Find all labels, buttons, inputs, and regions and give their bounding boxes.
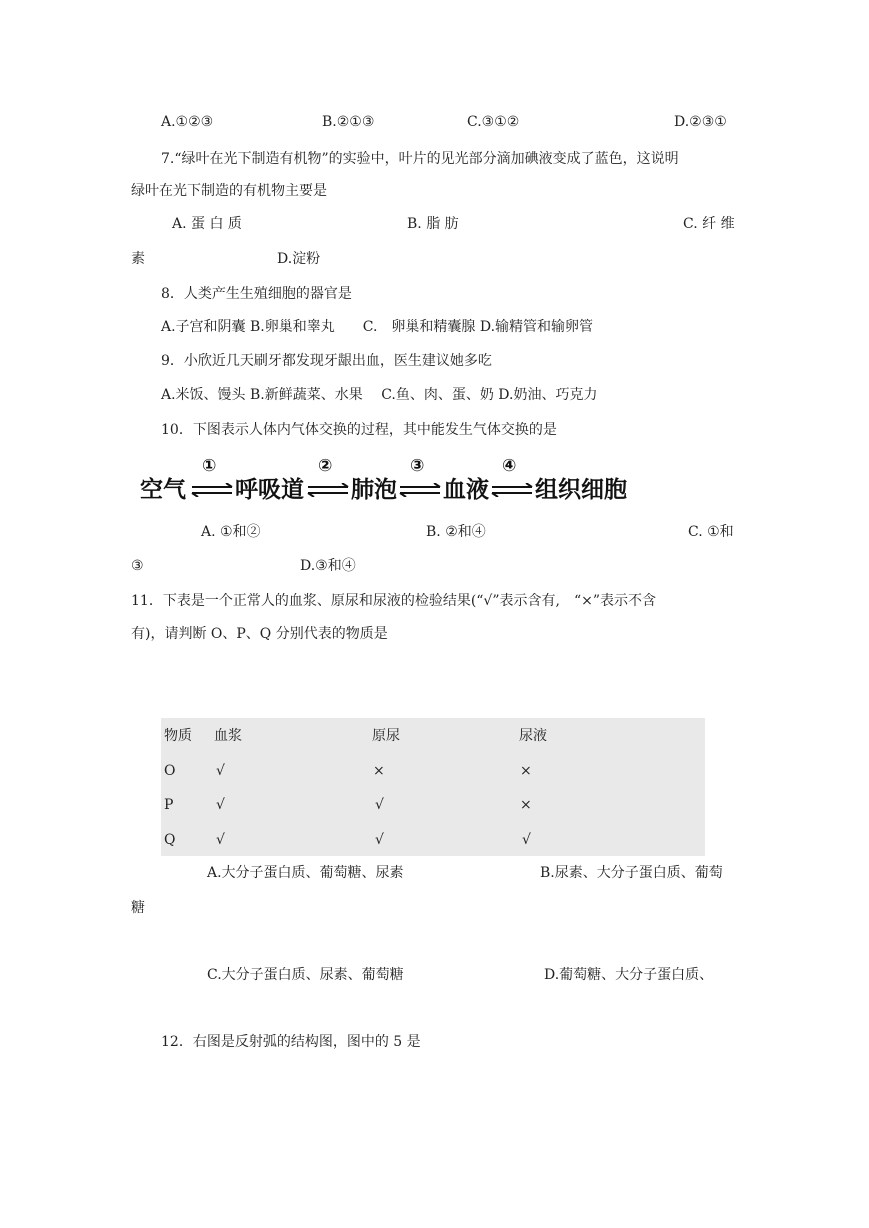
q7-stem-line2: 绿叶在光下制造的有机物主要是 xyxy=(131,183,327,199)
q11-stem-line2: 有)，请判断 O、P、Q 分别代表的物质是 xyxy=(131,626,388,642)
double-arrow-icon xyxy=(306,483,350,497)
table-cell: √ xyxy=(216,832,225,848)
q8-options: A.子宫和阴囊 B.卵巢和睾丸 C. 卵巢和精囊腺 D.输精管和输卵管 xyxy=(161,319,594,335)
q10-option-c: C. ①和 xyxy=(688,524,734,540)
table-cell: × xyxy=(373,763,385,779)
q6-option-d: D.②③① xyxy=(674,114,727,130)
q6-option-a: A.①②③ xyxy=(161,114,214,130)
q8-stem: 8．人类产生生殖细胞的器官是 xyxy=(161,286,352,302)
diagram-node-tissue-cells: 组织细胞 xyxy=(535,477,627,503)
table-header-substance: 物质 xyxy=(164,728,192,744)
double-arrow-icon xyxy=(490,483,534,497)
q7-option-c: C. 纤 维 xyxy=(683,216,735,232)
q7-option-a: A. 蛋 白 质 xyxy=(172,216,242,232)
table-cell: × xyxy=(520,763,532,779)
table-cell: √ xyxy=(375,797,384,813)
q10-option-b: B. ②和④ xyxy=(426,524,486,540)
table-cell: Q xyxy=(164,832,176,848)
results-table xyxy=(161,718,705,856)
diagram-node-alveoli: 肺泡 xyxy=(351,477,397,503)
diagram-node-air: 空气 xyxy=(140,477,186,503)
q6-option-c: C.③①② xyxy=(467,114,520,130)
q9-stem: 9．小欣近几天刷牙都发现牙龈出血，医生建议她多吃 xyxy=(161,353,492,369)
diagram-step-3: ③ xyxy=(410,456,425,476)
q10-option-d: D.③和④ xyxy=(300,558,356,574)
table-cell: P xyxy=(164,797,174,813)
q11-option-b-continued: 糖 xyxy=(131,900,145,916)
q7-option-d: D.淀粉 xyxy=(277,251,321,267)
table-cell: O xyxy=(164,763,176,779)
q10-option-c-continued: ③ xyxy=(131,558,144,574)
q7-option-b: B. 脂 肪 xyxy=(407,216,459,232)
q11-option-b: B.尿素、大分子蛋白质、葡萄 xyxy=(540,865,723,881)
double-arrow-icon xyxy=(190,483,234,497)
q11-stem-line1: 11．下表是一个正常人的血浆、原尿和尿液的检验结果(“√”表示含有, “×”表示不含 xyxy=(131,593,657,609)
q11-option-c: C.大分子蛋白质、尿素、葡萄糖 xyxy=(207,967,404,983)
table-cell: √ xyxy=(375,832,384,848)
table-header-primary-urine: 原尿 xyxy=(372,728,400,744)
table-header-plasma: 血浆 xyxy=(214,728,242,744)
q6-option-b: B.②①③ xyxy=(322,114,375,130)
q7-stem-line1: 7.“绿叶在光下制造有机物”的实验中，叶片的见光部分滴加碘液变成了蓝色，这说明 xyxy=(161,151,679,167)
q11-option-d: D.葡萄糖、大分子蛋白质、 xyxy=(544,967,714,983)
diagram-step-1: ① xyxy=(202,456,217,476)
diagram-node-blood: 血液 xyxy=(443,477,489,503)
table-cell: √ xyxy=(216,797,225,813)
table-cell: √ xyxy=(216,763,225,779)
q11-option-a: A.大分子蛋白质、葡萄糖、尿素 xyxy=(207,865,404,881)
diagram-step-2: ② xyxy=(318,456,333,476)
q7-option-c-continued: 素 xyxy=(131,251,145,267)
q10-option-a: A. ①和② xyxy=(201,524,261,540)
diagram-step-4: ④ xyxy=(502,456,517,476)
q10-stem: 10．下图表示人体内气体交换的过程，其中能发生气体交换的是 xyxy=(161,422,557,438)
double-arrow-icon xyxy=(398,483,442,497)
q12-stem: 12．右图是反射弧的结构图，图中的 5 是 xyxy=(161,1034,421,1050)
diagram-node-airway: 呼吸道 xyxy=(235,477,304,503)
table-header-urine: 尿液 xyxy=(519,728,547,744)
table-cell: × xyxy=(520,797,532,813)
gas-exchange-diagram xyxy=(140,455,640,515)
q9-options: A.米饭、馒头 B.新鲜蔬菜、水果 C.鱼、肉、蛋、奶 D.奶油、巧克力 xyxy=(161,387,598,403)
table-cell: √ xyxy=(522,832,531,848)
